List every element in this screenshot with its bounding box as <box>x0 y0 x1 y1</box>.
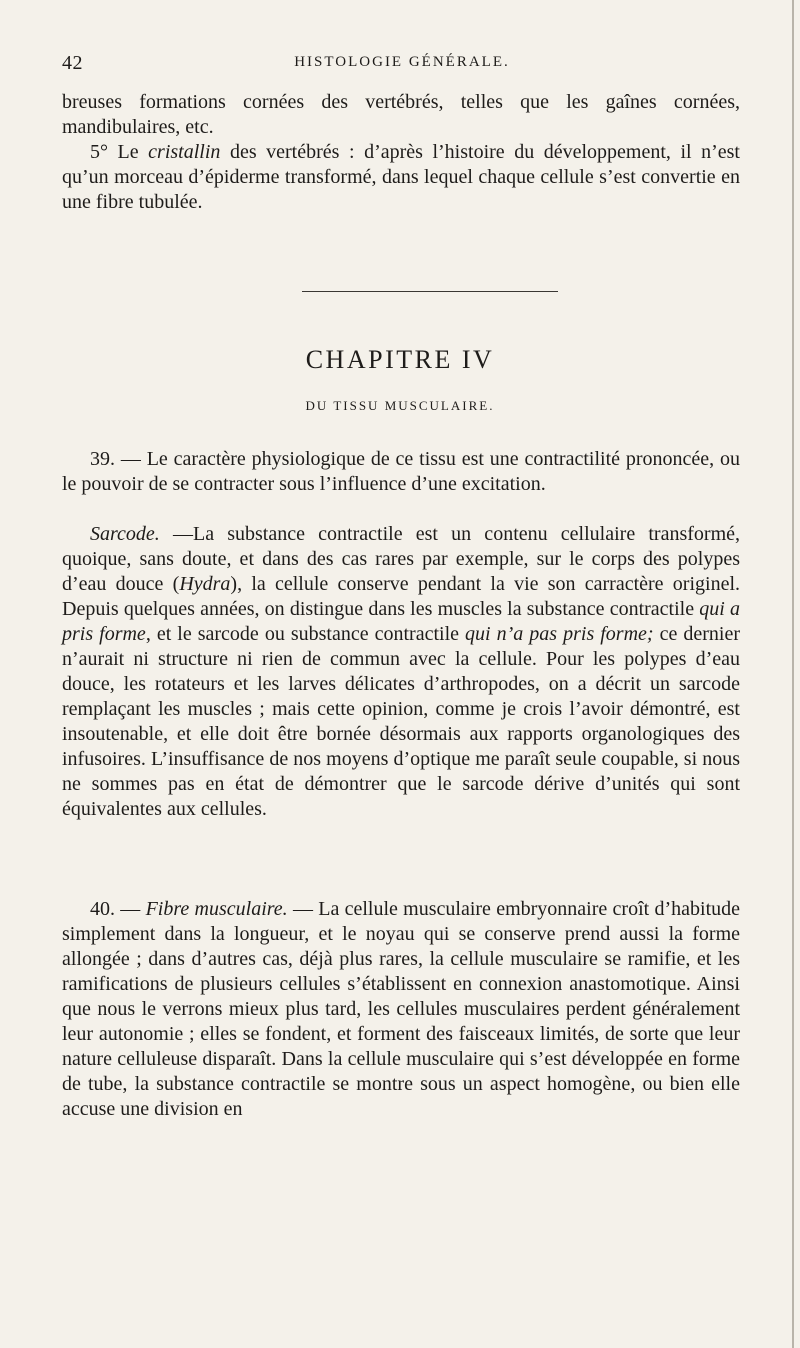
sarcode-emphasis-2: qui n’a pas pris forme; <box>465 623 654 645</box>
sarcode-label: Sarcode. <box>90 523 160 545</box>
intro-p2-lead: 5° Le <box>90 141 149 163</box>
page-header <box>62 52 742 80</box>
section-divider <box>302 291 558 292</box>
page-number: 42 <box>62 52 83 74</box>
page-edge <box>792 0 794 1348</box>
chapter-subtitle: DU TISSU MUSCULAIRE. <box>305 398 495 413</box>
intro-p2-emphasis: cristallin <box>148 141 221 163</box>
intro-paragraph-1: breuses formations cornées des vertébrés, telles que les gaînes cornées, mandibulaires, etc. <box>62 91 740 138</box>
sarcode-hydra: Hydra <box>179 573 231 595</box>
paragraph-40-text: — La cellule musculaire embryonnaire croît d’habitude simplement dans la longueur, et le noyau qui se conserve prend aussi la forme allongée ; dans d’autres cas, déjà plus rares, la cellule musculaire se ramifie, et les ramifications de plusieurs cellules s’établissent en connexion anastomotique. Ainsi que nous le verrons mieux plus tard, les cellules musculaires perdent généralement leur autonomie ; elles se fondent, et forment des faisceaux limités, de sorte que leur nature celluleuse disparaît. Dans la cellule musculaire qui s’est développée en forme de tube, la substance contractile se montre sous un aspect homogène, ou bien elle accuse une division en <box>62 898 740 1120</box>
paragraph-40 <box>62 897 740 1122</box>
sarcode-text-a: —La substance contractile est un contenu cellulaire transformé, quoique, sans doute, et dans des cas rares par exemple, sur le corps des polypes d’eau douce ( <box>62 523 740 595</box>
chapter-title: CHAPITRE IV <box>305 345 495 374</box>
sarcode-emphasis-1: qui a pris forme <box>62 598 741 645</box>
paragraph-sarcode <box>62 522 740 822</box>
intro-p2-rest: des vertébrés : d’après l’histoire du développement, il n’est qu’un morceau d’épiderme transformé, dans lequel chaque cellule s’est convertie en une fibre tubulée. <box>62 141 740 213</box>
sarcode-text-c: , et le sarcode ou substance contractile <box>145 623 466 645</box>
sarcode-text-d: ce dernier n’aurait ni structure ni rien de commun avec la cellule. Pour les polypes d’eau douce, les rotateurs et les larves délicates d’arthropodes, on a décrit un sarcode remplaçant les muscles ; mais cette opinion, comme je crois l’avoir démontré, est insoutenable, et elle doit être bornée désormais aux rapports organologiques des infusoires. L’insuffisance de nos moyens d’optique me paraît seule coupable, si nous ne sommes pas en état de démontrer que le sarcode dérive d’unités qui sont équivalentes aux cellules. <box>62 623 741 820</box>
sarcode-text-b: ), la cellule conserve pendant la vie son carractère originel. Depuis quelques années, on distingue dans les muscles la substance contractile <box>62 573 741 620</box>
intro-paragraph-2 <box>62 140 740 215</box>
paragraph-39: 39. — Le caractère physiologique de ce tissu est une contractilité prononcée, ou le pouvoir de se contracter sous l’influence d’une excitation. <box>62 448 740 495</box>
running-head: HISTOLOGIE GÉNÉRALE. <box>294 54 510 70</box>
paragraph-40-label: Fibre musculaire. <box>145 898 288 920</box>
paragraph-40-number: 40. — <box>90 898 146 920</box>
